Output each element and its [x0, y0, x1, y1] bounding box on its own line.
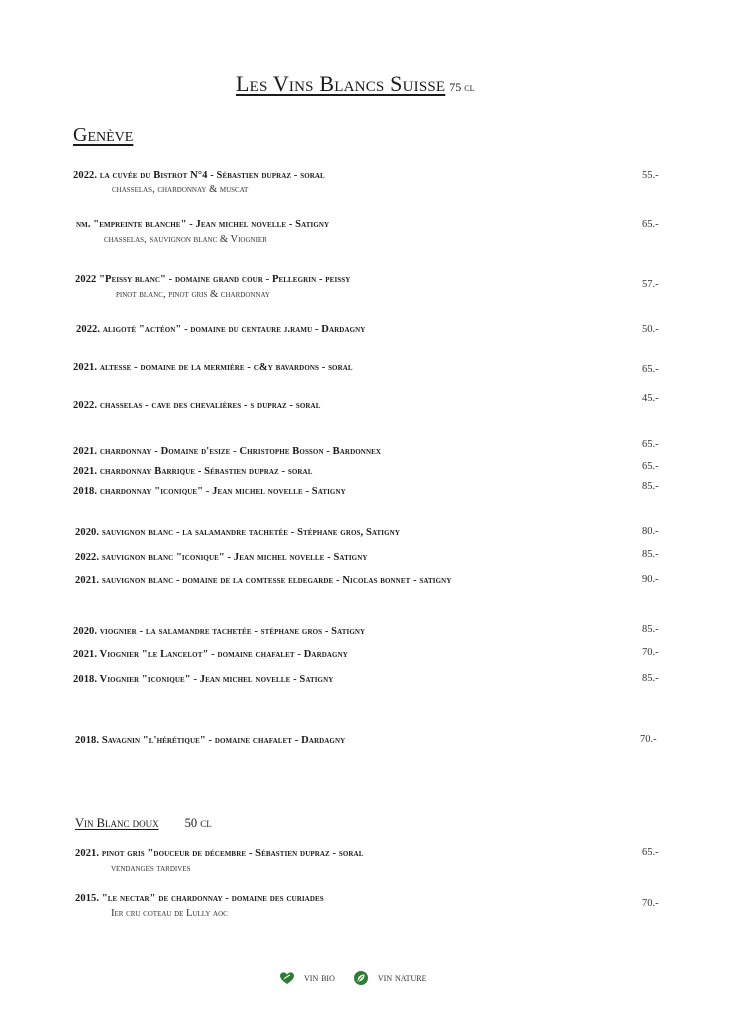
wine-grapes: Ier cru coteau de Lully aoc [111, 908, 228, 919]
wine-price: 85.- [642, 624, 659, 635]
wine-price: 65.- [642, 847, 659, 858]
wine-line: 2021. altesse - domaine de la mermière - c&y bavardons - soral [73, 362, 353, 373]
wine-line: 2022. la cuvée du Bistrot N°4 - Sébastien dupraz - soral [73, 170, 325, 181]
section-title-geneve: Genève [73, 124, 134, 146]
wine-price: 65.- [642, 219, 659, 230]
wine-line: 2018. Savagnin "l'hérétique" - domaine chafalet - Dardagny [75, 735, 346, 746]
wine-price: 57.- [642, 279, 659, 290]
wine-price: 85.- [642, 481, 659, 492]
wine-price: 85.- [642, 673, 659, 684]
wine-line: 2021. pinot gris "douceur de décembre - Sébastien dupraz - soral [75, 848, 364, 859]
wine-price: 70.- [642, 647, 659, 658]
wine-price: 65.- [642, 461, 659, 472]
legend [279, 970, 427, 986]
legend-nature-label: vin nature [377, 972, 427, 984]
wine-grapes: chasselas, chardonnay & muscat [112, 184, 249, 195]
wine-price: 90.- [642, 574, 659, 585]
title-volume: 75 cl [449, 80, 475, 94]
wine-price: 80.- [642, 526, 659, 537]
wine-line: 2021. chardonnay Barrique - Sébastien dupraz - soral [73, 466, 313, 477]
wine-line: nm. "empreinte blanche" - Jean michel novelle - Satigny [76, 219, 330, 230]
wine-line: 2015. "le nectar" de chardonnay - domaine des curiades [75, 893, 324, 904]
wine-line: 2022 "Peissy blanc" - domaine grand cour - Pellegrin - peissy [75, 274, 351, 285]
title-text: Les Vins Blancs Suisse [236, 71, 446, 96]
wine-grapes: pinot blanc, pinot gris & chardonnay [116, 289, 270, 300]
wine-grapes: chasselas, sauvignon blanc & Viognier [104, 234, 267, 245]
wine-price: 50.- [642, 324, 659, 335]
wine-grapes: vendanges tardives [111, 863, 191, 874]
sweet-section-header [75, 814, 212, 832]
leaf-circle-icon [353, 970, 369, 986]
wine-line: 2021. sauvignon blanc - domaine de la comtesse eldegarde - Nicolas bonnet - satigny [75, 575, 452, 586]
wine-line: 2022. sauvignon blanc "iconique" - Jean michel novelle - Satigny [75, 552, 368, 563]
wine-line: 2021. chardonnay - Domaine d'esize - Christophe Bosson - Bardonnex [73, 446, 382, 457]
wine-price: 65.- [642, 364, 659, 375]
wine-price: 70.- [640, 734, 657, 745]
wine-price: 45.- [642, 393, 659, 404]
page-title [236, 71, 475, 97]
wine-line: 2022. chasselas - cave des chevalières - s dupraz - soral [73, 400, 321, 411]
wine-line: 2021. Viognier "le Lancelot" - domaine chafalet - Dardagny [73, 649, 348, 660]
sweet-section-title: Vin Blanc doux [75, 816, 159, 830]
wine-line: 2018. chardonnay "iconique" - Jean michel novelle - Satigny [73, 486, 346, 497]
wine-price: 85.- [642, 549, 659, 560]
wine-line: 2022. aligoté "actéon" - domaine du centaure j.ramu - Dardagny [76, 324, 366, 335]
wine-line: 2020. sauvignon blanc - la salamandre tachetée - Stéphane gros, Satigny [75, 527, 400, 538]
legend-bio-label: vin bio [304, 972, 335, 984]
wine-price: 65.- [642, 439, 659, 450]
sweet-section-volume: 50 cl [184, 816, 212, 830]
wine-line: 2020. viognier - la salamandre tachetée - stéphane gros - Satigny [73, 626, 366, 637]
wine-price: 55.- [642, 170, 659, 181]
wine-line: 2018. Viognier "iconique" - Jean michel novelle - Satigny [73, 674, 334, 685]
heart-leaf-icon [279, 970, 295, 986]
wine-price: 70.- [642, 898, 659, 909]
